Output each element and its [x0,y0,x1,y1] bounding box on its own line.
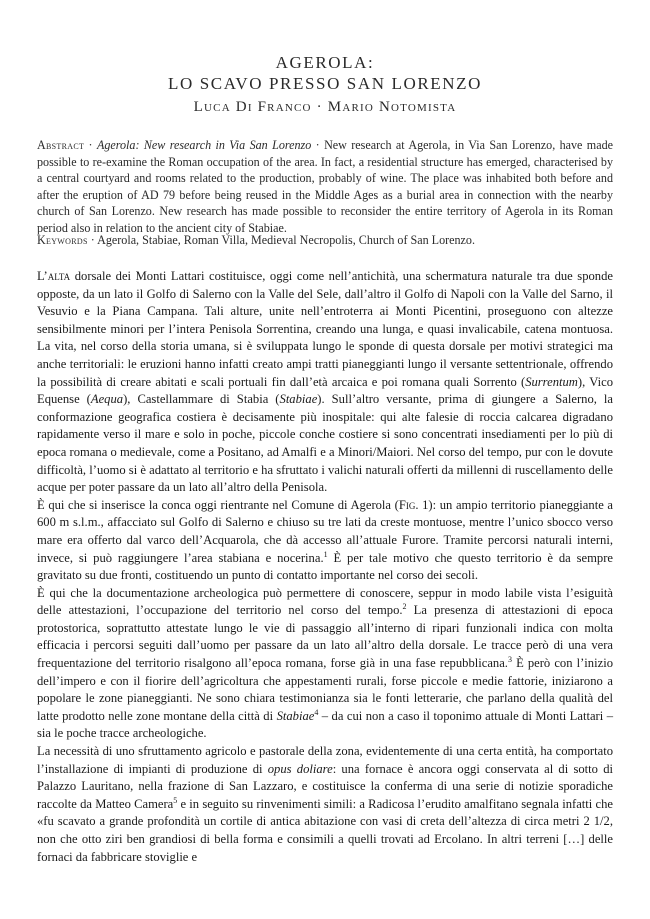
footnote-ref-2[interactable]: 2 [402,602,407,612]
footnote-ref-3[interactable]: 3 [507,654,512,664]
p1-text-c: ), Castellammare di Stabia ( [123,392,280,407]
abstract-separator: · [84,138,97,152]
p4-text-c: e in seguito su rinvenimenti simili: a Radicosa l’erudito amalfitano segnala infatti che «fu scavato a grande profondità un cortile di antica abitazione con vasi di creta dell’altezza di circa metri 2 1/2, non che otto ziri ben grandiosi di bella forma e consimili a quelli trovati ad Ercolano. In altri terreni […] delle fornaci da fabbricare stoviglie e [37,796,613,864]
p2-text-b: ): un ampio territorio pianeggiante a 600 m s.l.m., affacciato sul Golfo di Salerno e chiuso su tre lati da creste montuose, mentre l’unico sbocco verso mare era offerto dal varco dell’Acquarola, che dà accesso all’attuale Furore. Tramite percorsi naturali interni, invece, si può raggiungere l’area stabiana e nocerina. [37,497,613,565]
paragraph-4 [37,743,613,866]
p1-italic-1: Surrentum [525,374,578,389]
p4-italic-1: opus doliare [267,761,333,776]
article-title-line-1: AGEROLA: [275,53,375,72]
p1-text-d: ). Sull’altro versante, prima di giungere a Salerno, la conformazione geografica costiera è decisamente più inospitale: qui alte falesie di roccia calcarea digradano rapidamente verso il mare e solo in poche, piccole conche costiere si sono concentrati insediamenti per lo più di epoca romana o medievale, come a Positano, ad Amalfi e a Minori/Maiori. Nel corso del tempo, pur con le dovute difficoltà, l’uomo si è adattato al territorio e ha sfruttato i valichi naturali offerti da millenni di ruscellamento delle acque per poter passare da un lato all’altro della Penisola. [37,392,614,495]
p1-text-a: dorsale dei Monti Lattari costituisce, oggi come nell’antichità, una schermatura naturale tra due sponde opposte, da un lato il Golfo di Salerno con la Valle del Sele, dall’altro il Golfo di Napoli con la Valle del Sarno, il Vesuvio e la Piana Campana. Tali alture, unite nell’entroterra ai Monti Picentini, proseguono con altezze sensibilmente minori per l’intera Penisola Sorrentina, creando una lunga, e quasi invalicabile, catena montuosa. La vita, nel corso della storia umana, si è sviluppata lungo le sponde di questa dorsale per motivi strategici ma anche territoriali: le eruzioni hanno infatti creato ampi tratti pianeggianti lungo il versante settentrionale, offrendo la possibilità di creare abitati e scali portuali fin dall’età arcaica e poi romana quali Sorrento ( [37,269,613,389]
p3-text-a: È qui che la documentazione archeologica può permettere di conoscere, seppur in modo labile vista l’esiguità delle attestazioni, l’occupazione del territorio nel corso del tempo. [37,585,613,618]
abstract-text: · New research at Agerola, in Via San Lorenzo, have made possible to re-examine the Roman occupation of the area. In fact, a residential structure has emerged, characterised by a central courtyard and rooms related to the production, probably of wine. The place was inhabited both before and after the eruption of AD 79 before being reused in the Middle Ages as a burial area in connection with the nearby church of San Lorenzo. New research has made possible to reconsider the entire territory of Agerola in its Roman period also in relation to the ancient city of Stabiae. [37,138,613,235]
abstract-block [37,137,613,236]
p3-text-c: È però con l’inizio dell’impero e con il fiorire dell’agricoltura che appestamenti rurali, forse piccole e medie fattorie, iniziarono a popolare le zone pianeggianti. Ne sono chiara testimonianza sia le fonti letterarie, che parlano della qualità del latte prodotto nelle zone montane della città di [37,656,613,723]
p3-italic-1: Stabiae [276,708,315,723]
footnote-ref-1[interactable]: 1 [323,549,328,559]
figure-reference[interactable]: Fig. 1 [398,497,429,512]
p4-text-b: : una fornace è ancora oggi conservata al di sotto di Palazzo Lauritano, nella frazione di San Lazzaro, e costituisce la conferma di una serie di notizie sporadiche raccolte da Matteo Camera [37,761,613,811]
footnote-ref-5[interactable]: 5 [173,795,178,805]
keywords-block [37,232,613,249]
article-body [37,268,613,866]
p1-italic-2: Aequa [90,392,124,407]
p1-lead-smallcaps: alta [47,269,71,283]
p3-text-b: La presenza di attestazioni di epoca protostorica, soprattutto attestate lungo le vie di passaggio all’interno di ripari funzionali indica con molta efficacia i percorsi seguiti dall’uomo per passare da un lato all’altro della dorsale. Le tracce però di una vera frequentazione del territorio risalgono all’epoca romana, forse già in una fase repubblicana. [37,603,613,671]
p2-text-c: È per tale motivo che questo territorio è da sempre gravitato su due fronti, costituendo un punto di contatto importante nel corso dei secoli. [37,550,613,583]
p2-text-a: È qui che si inserisce la conca oggi rientrante nel Comune di Agerola ( [37,497,399,512]
paragraph-2 [37,497,613,585]
abstract-title: Agerola: New research in Via San Lorenzo [96,138,312,152]
article-authors: Luca Di Franco · Mario Notomista [193,99,457,115]
abstract-label: Abstract [37,138,85,152]
paragraph-1 [37,268,613,497]
p3-text-d: – da cui non a caso il toponimo attuale di Monti Lattari – sia le poche tracce archeologiche. [37,708,613,741]
p4-text-a: La necessità di uno sfruttamento agricolo e pastorale della zona, evidentemente di una certa entità, ha comportato l’installazione di impianti di produzione di [37,744,613,776]
footnote-ref-4[interactable]: 4 [314,707,319,717]
p1-italic-3: Stabiae [279,392,318,407]
article-title-line-2: LO SCAVO PRESSO SAN LORENZO [168,74,482,93]
p1-text-b: ), Vico Equense ( [37,374,613,407]
paragraph-3 [37,585,613,743]
keywords-label: Keywords [37,233,88,247]
p1-lead: L’ [37,269,48,283]
keywords-text: · Agerola, Stabiae, Roman Villa, Medieval Necropolis, Church of San Lorenzo. [87,233,475,247]
